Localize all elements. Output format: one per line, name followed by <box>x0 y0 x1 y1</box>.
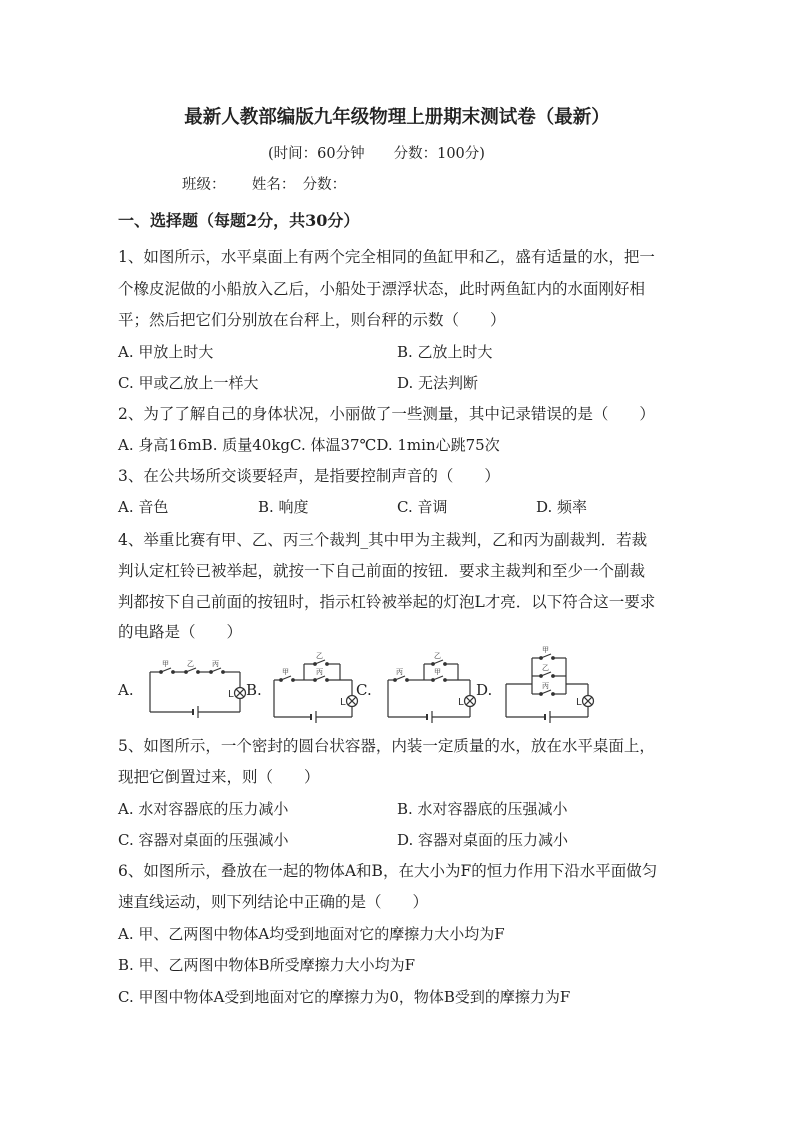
q6-option-b: B. 甲、乙两图中物体B所受摩擦力大小均为F <box>118 956 415 974</box>
q1-option-d: D. 无法判断 <box>397 374 479 392</box>
circuit-d-diagram <box>504 646 604 720</box>
switch-label-bing: 丙 <box>396 668 403 676</box>
switch-label-jia: 甲 <box>434 668 441 676</box>
q3-option-b: B. 响度 <box>258 498 309 516</box>
circuit-c-label: C. <box>356 681 372 699</box>
q3-option-a: A. 音色 <box>118 498 169 516</box>
switch-label-yi: 乙 <box>542 664 549 672</box>
circuit-d-label: D. <box>476 681 493 699</box>
q1-line-1: 1、如图所示，水平桌面上有两个完全相同的鱼缸甲和乙，盛有适量的水，把一 <box>118 248 655 266</box>
switch-label-bing: 丙 <box>212 660 219 668</box>
q5-option-c: C. 容器对桌面的压强减小 <box>118 831 289 849</box>
switch-label-jia: 甲 <box>162 660 169 668</box>
q2-line-1: 2、为了了解自己的身体状况，小丽做了一些测量，其中记录错误的是（ ） <box>118 405 655 423</box>
q6-option-a: A. 甲、乙两图中物体A均受到地面对它的摩擦力大小均为F <box>118 925 505 943</box>
circuit-a-diagram <box>148 660 244 718</box>
q6-line-2: 速直线运动，则下列结论中正确的是（ ） <box>118 893 429 911</box>
q1-line-3: 平；然后把它们分别放在台秤上，则台秤的示数（ ） <box>118 311 506 329</box>
q6-line-1: 6、如图所示，叠放在一起的物体A和B，在大小为F的恒力作用下沿水平面做匀 <box>118 862 658 880</box>
lamp-label: L <box>228 689 234 700</box>
exam-info: (时间：60分钟 分数：100分) <box>268 146 485 162</box>
q3-option-d: D. 频率 <box>536 498 588 516</box>
q5-line-2: 现把它倒置过来，则（ ） <box>118 768 320 786</box>
switch-label-bing: 丙 <box>542 682 549 690</box>
switch-label-jia: 甲 <box>542 646 549 654</box>
lamp-label: L <box>576 697 582 708</box>
circuit-c-diagram <box>386 654 476 720</box>
q3-option-c: C. 音调 <box>397 498 448 516</box>
circuit-b-label: B. <box>246 681 262 699</box>
q4-line-4: 的电路是（ ） <box>118 623 243 641</box>
q1-line-2: 个橡皮泥做的小船放入乙后，小船处于漂浮状态，此时两鱼缸内的水面刚好相 <box>118 280 646 298</box>
lamp-label: L <box>458 697 464 708</box>
q4-line-3: 判都按下自己前面的按钮时，指示杠铃被举起的灯泡L才亮．以下符合这一要求 <box>118 593 656 611</box>
section1-heading: 一、选择题（每题2分，共30分） <box>118 211 360 230</box>
switch-label-yi: 乙 <box>187 660 194 668</box>
q3-line-1: 3、在公共场所交谈要轻声，是指要控制声音的（ ） <box>118 467 500 485</box>
page-title: 最新人教部编版九年级物理上册期末测试卷（最新） <box>184 107 610 128</box>
switch-label-yi: 乙 <box>316 652 323 660</box>
q1-option-c: C. 甲或乙放上一样大 <box>118 374 259 392</box>
q1-option-a: A. 甲放上时大 <box>118 343 214 361</box>
circuit-b-diagram <box>272 654 356 720</box>
student-info: 班级： 姓名： 分数： <box>182 177 347 193</box>
q1-option-b: B. 乙放上时大 <box>397 343 493 361</box>
circuit-a-label: A. <box>118 681 134 699</box>
q4-line-2: 判认定杠铃已被举起，就按一下自己前面的按钮．要求主裁判和至少一个副裁 <box>118 562 646 580</box>
lamp-label: L <box>340 697 346 708</box>
q5-option-d: D. 容器对桌面的压力减小 <box>397 831 569 849</box>
switch-label-bing: 丙 <box>316 668 323 676</box>
q6-option-c: C. 甲图中物体A受到地面对它的摩擦力为0，物体B受到的摩擦力为F <box>118 988 571 1006</box>
q4-line-1: 4、举重比赛有甲、乙、丙三个裁判_其中甲为主裁判，乙和丙为副裁判．若裁 <box>118 531 648 549</box>
switch-label-yi: 乙 <box>434 652 441 660</box>
q2-options: A. 身高16mB. 质量40kgC. 体温37℃D. 1min心跳75次 <box>118 436 500 454</box>
q5-line-1: 5、如图所示，一个密封的圆台状容器，内装一定质量的水，放在水平桌面上， <box>118 737 655 755</box>
q5-option-b: B. 水对容器底的压强减小 <box>397 800 568 818</box>
switch-label-jia: 甲 <box>282 668 289 676</box>
q5-option-a: A. 水对容器底的压力减小 <box>118 800 289 818</box>
